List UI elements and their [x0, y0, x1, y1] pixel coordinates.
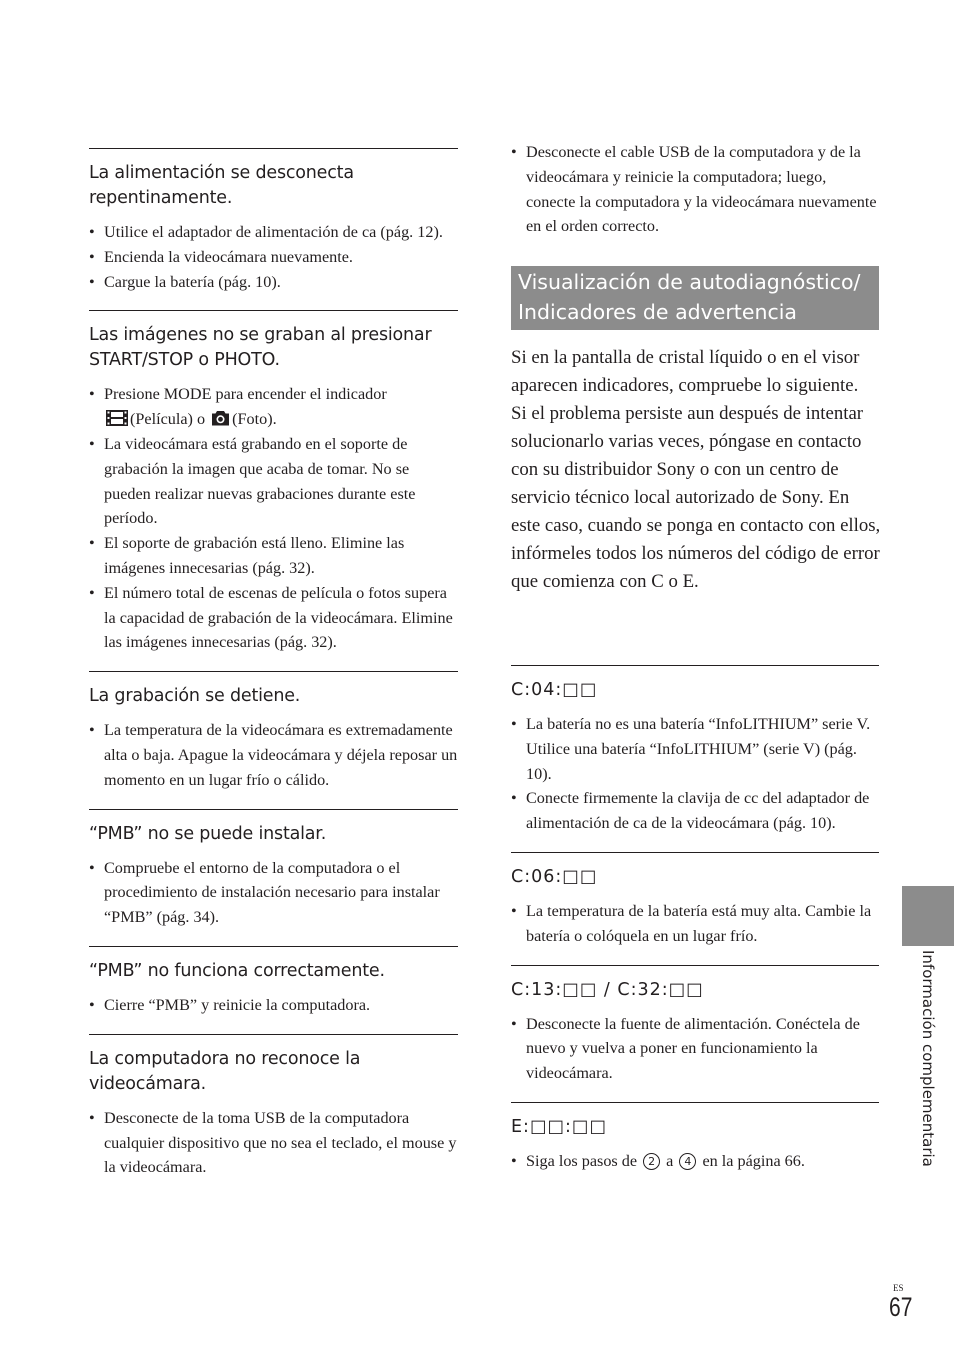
list-item: • La videocámara está grabando en el soporte de grabación la imagen que acaba de tomar. No se pueden realizar nuevas grabaciones durante este período.: [89, 432, 458, 531]
error-code-section: [511, 665, 879, 852]
chapter-label: Información complementaria: [919, 950, 937, 1167]
section-heading: Las imágenes no se graban al presionar START/STOP o PHOTO.: [89, 325, 432, 371]
list-item: • La batería no es una batería “InfoLITHIUM” serie V. Utilice una batería “InfoLITHIUM” (serie V) (pág. 10).: [511, 712, 879, 786]
list-item: • El soporte de grabación está lleno. Elimine las imágenes innecesarias (pág. 32).: [89, 531, 458, 581]
troubleshoot-section: [89, 946, 458, 1034]
list-item-text: a: [666, 1151, 674, 1170]
list-item: • Encienda la videocámara nuevamente.: [89, 245, 458, 270]
error-code: E:□□:□□: [511, 1116, 607, 1137]
list-item: • Desconecte el cable USB de la computadora y de la videocámara y reinicie la computadora; luego, conecte la computadora y la videocámara nuevamente en el orden correcto.: [511, 140, 879, 239]
banner-title-line: Visualización de autodiagnóstico/: [518, 270, 861, 294]
error-codes: [511, 665, 879, 1190]
list-item-text: (Foto).: [232, 410, 277, 429]
bullet-list: [89, 382, 458, 655]
bullet-list: [511, 1149, 879, 1174]
left-column: [89, 148, 458, 1196]
banner-title-line: Indicadores de advertencia: [518, 300, 797, 324]
right-column-top: [511, 140, 879, 239]
intro-paragraph: Si en la pantalla de cristal líquido o en el visor aparecen indicadores, compruebe lo siguiente.: [511, 347, 860, 396]
bullet-list: [89, 718, 458, 792]
list-item: • Cierre “PMB” y reinicie la computadora.: [89, 993, 458, 1018]
list-item: • Compruebe el entorno de la computadora o el procedimiento de instalación necesario para instalar “PMB” (pág. 34).: [89, 856, 458, 930]
error-code-section: [511, 1102, 879, 1190]
list-item-text: Presione MODE para encender el indicador: [104, 385, 387, 404]
error-code: C:13:□□ / C:32:□□: [511, 979, 704, 1000]
troubleshoot-section: [89, 310, 458, 671]
bullet-list: [511, 712, 879, 836]
step-number-icon: 2: [643, 1153, 660, 1170]
list-item-text: (Película) o: [130, 410, 206, 429]
troubleshoot-section: [89, 148, 458, 310]
bullet-list: [89, 993, 458, 1018]
error-code-section: [511, 965, 879, 1102]
list-item: • Cargue la batería (pág. 10).: [89, 270, 458, 295]
intro-paragraph: Si el problema persiste aun después de intentar solucionarlo varias veces, póngase en contacto con su distribuidor Sony o con un centro de servicio técnico local autorizado de Sony. En este caso, cuando se ponga en contacto con ellos, infórmeles todos los números del código de error que comienza con C o E.: [511, 403, 881, 592]
error-code: C:04:□□: [511, 680, 598, 700]
language-code: ES: [893, 1283, 904, 1293]
bullet-list: [511, 140, 879, 239]
error-code: C:06:□□: [511, 866, 598, 887]
list-item-text: en la página 66.: [702, 1151, 805, 1170]
section-heading: “PMB” no funciona correctamente.: [89, 960, 385, 981]
list-item: • Desconecte de la toma USB de la computadora cualquier dispositivo que no sea el teclado, el mouse y la videocámara.: [89, 1106, 458, 1180]
list-item: • La temperatura de la batería está muy alta. Cambie la batería o colóquela en un lugar frío.: [511, 899, 879, 949]
movie-icon: [106, 410, 128, 426]
list-item: • Desconecte la fuente de alimentación. Conéctela de nuevo y vuelva a poner en funcionamiento la videocámara.: [511, 1012, 879, 1086]
troubleshoot-section: [89, 809, 458, 946]
page-number: 67: [889, 1292, 913, 1322]
list-item: • El número total de escenas de película o fotos supera la capacidad de grabación de la videocámara. Elimine las imágenes innecesarias (pág. 32).: [89, 581, 458, 655]
section-heading: La grabación se detiene.: [89, 686, 301, 707]
list-item: [511, 1149, 879, 1174]
section-heading: La alimentación se desconecta repentinamente.: [89, 163, 354, 208]
list-item: • La temperatura de la videocámara es extremadamente alta o baja. Apague la videocámara y déjela reposar un momento en un lugar frío o cálido.: [89, 718, 458, 792]
intro-text: [511, 344, 881, 596]
bullet-list: [89, 856, 458, 930]
bullet-list: [89, 220, 458, 294]
error-code-section: [511, 852, 879, 965]
bullet-list: [511, 899, 879, 949]
list-item: • Utilice el adaptador de alimentación de ca (pág. 12).: [89, 220, 458, 245]
section-heading: La computadora no reconoce la videocámara.: [89, 1048, 361, 1094]
bullet-list: [511, 1012, 879, 1086]
list-item: [89, 382, 458, 432]
section-banner: [511, 266, 879, 330]
chapter-tab: [902, 886, 954, 946]
list-item: • Conecte firmemente la clavija de cc del adaptador de alimentación de ca de la videocámara (pág. 10).: [511, 786, 879, 836]
list-item-text: Siga los pasos de: [526, 1151, 638, 1170]
troubleshoot-section: [89, 1034, 458, 1196]
step-number-icon: 4: [679, 1153, 696, 1170]
camera-icon: [211, 410, 230, 426]
section-heading: “PMB” no se puede instalar.: [89, 823, 327, 844]
troubleshoot-section: [89, 671, 458, 808]
bullet-list: [89, 1106, 458, 1180]
